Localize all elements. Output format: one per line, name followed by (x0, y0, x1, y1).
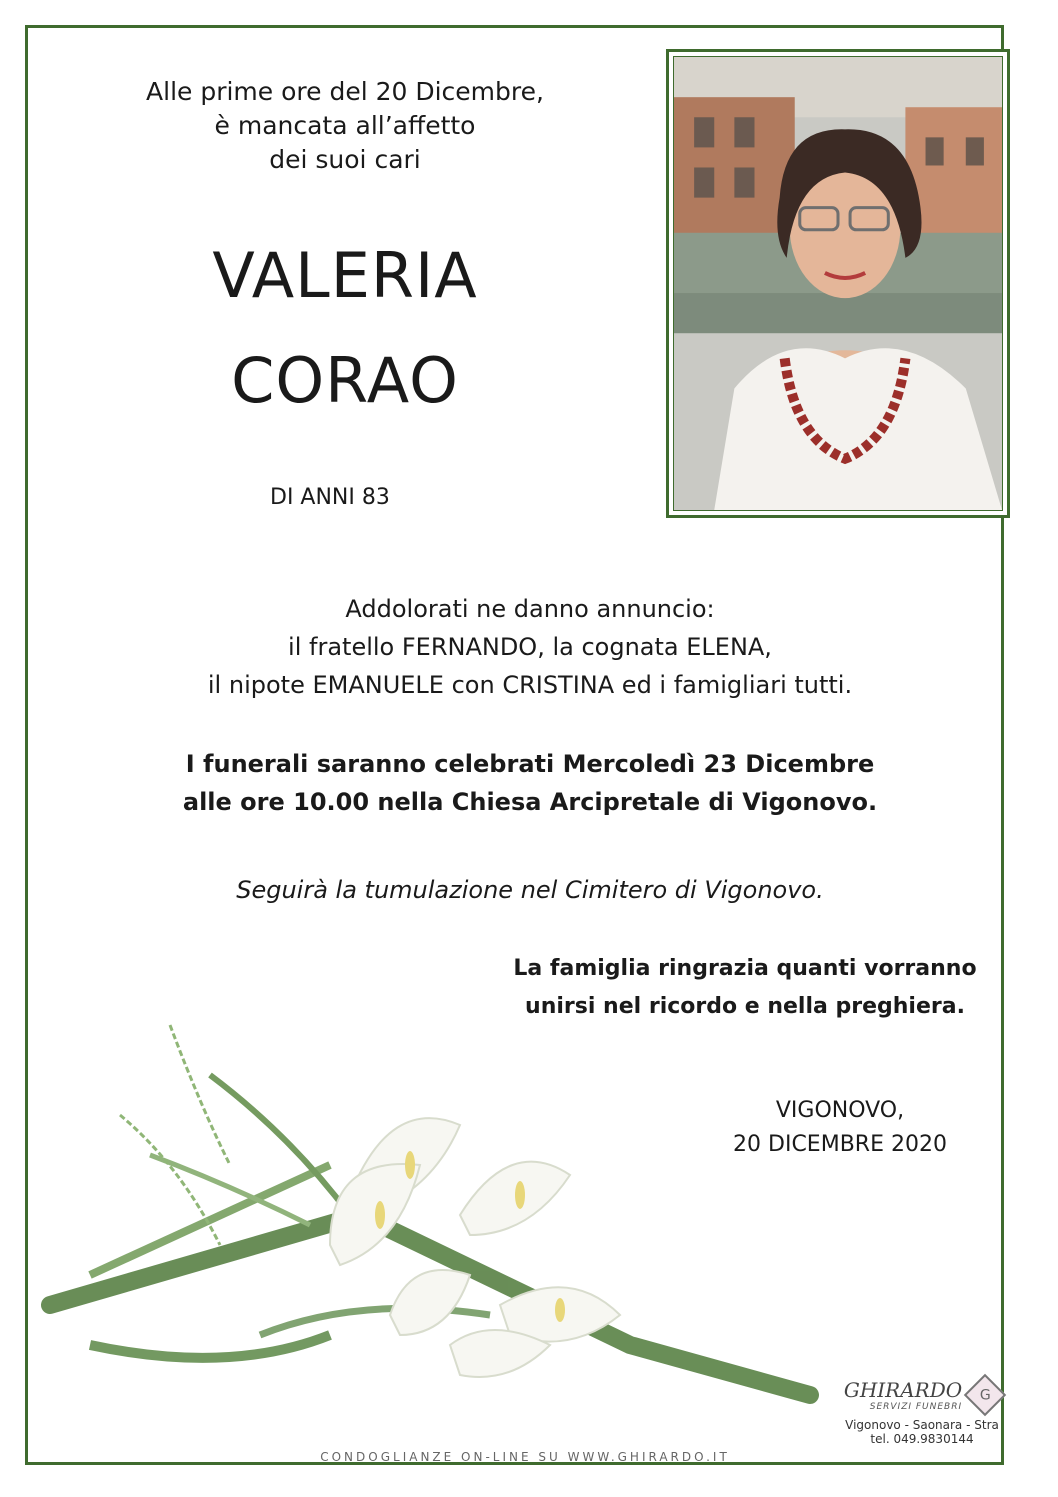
deceased-age: DI ANNI 83 (270, 485, 390, 510)
intro-line-3: dei suoi cari (269, 145, 421, 174)
intro-line-1: Alle prime ore del 20 Dicembre, (146, 77, 544, 106)
deceased-last-name: CORAO (231, 344, 459, 417)
calla-lily-bouquet-image (30, 1015, 850, 1455)
burial-info: Seguirà la tumulazione nel Cimitero di Vigonovo. (236, 876, 824, 904)
funeral-line-2: alle ore 10.00 nella Chiesa Arcipretale di Vigonovo. (182, 788, 878, 816)
agency-diamond-icon (964, 1374, 1006, 1416)
thanks-line-1: La famiglia ringrazia quanti vorranno (513, 956, 977, 981)
footer-condolences: CONDOGLIANZE ON-LINE SU WWW.GHIRARDO.IT (320, 1450, 730, 1464)
portrait-frame (666, 49, 1010, 518)
agency-logo-letter: G (979, 1386, 991, 1403)
thanks-line-2: unirsi nel ricordo e nella preghiera. (525, 994, 965, 1019)
announcement-line-3: il nipote EMANUELE con CRISTINA ed i famigliari tutti. (207, 671, 853, 699)
date: 20 DICEMBRE 2020 (733, 1132, 947, 1157)
funeral-line-1: I funerali saranno celebrati Mercoledì 23 Dicembre (185, 750, 875, 778)
agency-subtitle: SERVIZI FUNEBRI (869, 1402, 963, 1412)
place: VIGONOVO, (775, 1098, 905, 1123)
agency-name: GHIRARDO (843, 1378, 963, 1402)
agency-logo (832, 1378, 1012, 1446)
announcement-line-1: Addolorati ne danno annuncio: (345, 595, 715, 623)
deceased-first-name: VALERIA (212, 239, 478, 312)
announcement-line-2: il fratello FERNANDO, la cognata ELENA, (288, 633, 772, 661)
agency-towns: Vigonovo - Saonara - Stra (845, 1418, 999, 1432)
intro-text (90, 75, 600, 177)
announcement (120, 590, 940, 704)
funeral-info (100, 745, 960, 821)
agency-phone: tel. 049.9830144 (870, 1432, 974, 1446)
portrait-photo (673, 56, 1003, 511)
intro-line-2: è mancata all’affetto (214, 111, 476, 140)
